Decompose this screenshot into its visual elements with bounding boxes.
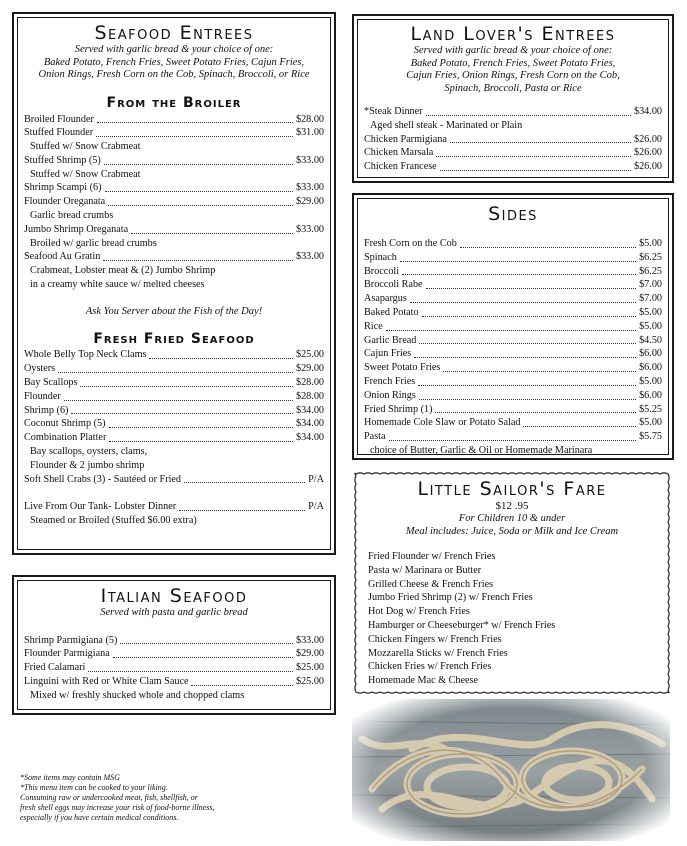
land-lovers-section xyxy=(352,14,674,183)
item-note: Steamed or Broiled (Stuffed $6.00 extra) xyxy=(30,515,197,527)
land-intro-line-2: Baked Potato, French Fries, Sweet Potato Fries, xyxy=(410,57,616,69)
menu-item: Stuffed Shrimp (5) $33.00 xyxy=(24,154,324,166)
rope-photo xyxy=(352,699,670,841)
menu-item: Coconut Shrimp (5) $34.00 xyxy=(24,418,324,430)
sides-section xyxy=(352,193,674,460)
list-item: Hamburger or Cheeseburger* w/ French Fries xyxy=(368,619,556,631)
footnotes xyxy=(20,773,215,823)
seafood-intro-line-3: Onion Rings, Fresh Corn on the Cob, Spinach, Broccoli, or Rice xyxy=(38,69,310,80)
menu-item: Baked Potato $5.00 xyxy=(364,306,662,318)
item-note: Aged shell steak - Marinated or Plain xyxy=(370,119,523,131)
sides-title: Sides xyxy=(488,203,538,225)
menu-item: Chicken Marsala $26.00 xyxy=(364,147,662,159)
item-note: Stuffed w/ Snow Crabmeat xyxy=(30,168,141,180)
menu-item: Flounder $28.00 xyxy=(24,390,324,402)
land-intro-line-1: Served with garlic bread & your choice of one: xyxy=(413,45,613,56)
menu-item: Oysters $29.00 xyxy=(24,363,324,375)
seafood-intro-line-2: Baked Potato, French Fries, Sweet Potato Fries, Cajun Fries, xyxy=(43,56,305,68)
item-note: choice of Butter, Garlic & Oil or Homemade Marinara xyxy=(370,444,593,456)
land-lovers-title: Land Lover's Entrees xyxy=(410,23,616,45)
menu-item: Shrimp (6) $34.00 xyxy=(24,404,324,416)
menu-item: Stuffed Flounder $31.00 xyxy=(24,127,324,139)
item-note: Flounder & 2 jumbo shrimp xyxy=(30,459,145,471)
list-item: Hot Dog w/ French Fries xyxy=(368,606,470,618)
menu-item: Shrimp Scampi (6) $33.00 xyxy=(24,182,324,194)
menu-item: Rice $5.00 xyxy=(364,320,662,332)
list-item: Pasta w/ Marinara or Butter xyxy=(368,564,482,576)
item-note: Garlic bread crumbs xyxy=(30,210,114,222)
footnote-line: especially if you have certain medical conditions. xyxy=(20,813,179,822)
italian-intro: Served with pasta and garlic bread xyxy=(100,607,248,618)
menu-item: Cajun Fries $6.00 xyxy=(364,348,662,360)
menu-item: Broccoli Rabe $7.00 xyxy=(364,279,662,291)
menu-item: Seafood Au Gratin $33.00 xyxy=(24,251,324,263)
land-intro-line-3: Cajun Fries, Onion Rings, Fresh Corn on the Cob, xyxy=(406,70,620,81)
menu-item: Broccoli $6.25 xyxy=(364,265,662,277)
menu-item: Chicken Francese $26.00 xyxy=(364,161,662,173)
item-note: Mixed w/ freshly shucked whole and chopped clams xyxy=(30,689,245,701)
menu-item: Whole Belly Top Neck Clams $25.00 xyxy=(24,349,324,361)
italian-seafood-section xyxy=(12,575,336,715)
menu-item: *Steak Dinner $34.00 xyxy=(364,106,662,117)
item-note: Broiled w/ garlic bread crumbs xyxy=(30,237,157,249)
sailor-price: $12 .95 xyxy=(495,500,529,512)
land-intro-line-4: Spinach, Broccoli, Pasta or Rice xyxy=(444,82,582,94)
menu-item: Fresh Corn on the Cob $5.00 xyxy=(364,238,662,249)
menu-item: Combination Platter $34.00 xyxy=(24,432,324,444)
item-note: Stuffed w/ Snow Crabmeat xyxy=(30,141,141,153)
menu-item: Linguini with Red or White Clam Sauce $25.00 xyxy=(24,675,324,687)
fish-of-day-note: Ask You Server about the Fish of the Day! xyxy=(85,305,263,317)
menu-item: Onion Rings $6.00 xyxy=(364,389,662,401)
menu-item: Spinach $6.25 xyxy=(364,251,662,263)
footnote-line: *This menu item can be cooked to your liking. xyxy=(20,783,168,792)
item-note: in a creamy white sauce w/ melted cheeses xyxy=(30,279,205,291)
menu-item: Homemade Cole Slaw or Potato Salad $5.00 xyxy=(364,417,662,429)
footnote-line: fresh shell eggs may increase your risk of food-borne illness, xyxy=(20,803,215,812)
menu-item: Flounder Parmigiana $29.00 xyxy=(24,648,324,660)
menu-item: Live From Our Tank- Lobster Dinner P/A xyxy=(24,501,324,513)
menu-item: Pasta $5.75 xyxy=(364,431,662,443)
menu-item: Jumbo Shrimp Oreganata $33.00 xyxy=(24,223,324,235)
seafood-entrees-section xyxy=(12,12,336,555)
item-note: Crabmeat, Lobster meat & (2) Jumbo Shrimp xyxy=(30,265,216,277)
italian-seafood-title: Italian Seafood xyxy=(100,585,248,607)
menu-item: Sweet Potato Fries $6.00 xyxy=(364,362,662,374)
list-item: Chicken Fingers w/ French Fries xyxy=(368,633,502,645)
seafood-intro-line-1: Served with garlic bread & your choice of one: xyxy=(74,44,274,55)
broiler-title: From the Broiler xyxy=(106,94,242,111)
list-item: Homemade Mac & Cheese xyxy=(368,675,479,687)
menu-item: Fried Shrimp (1) $5.25 xyxy=(364,403,662,415)
menu-item: Broiled Flounder $28.00 xyxy=(24,113,324,125)
footnote-line: *Some items may contain MSG xyxy=(20,773,120,782)
sailor-intro-line-1: For Children 10 & under xyxy=(458,513,566,524)
list-item: Chicken Fries w/ French Fries xyxy=(368,661,492,673)
menu-item: Chicken Parmigiana $26.00 xyxy=(364,133,662,145)
menu-item: Soft Shell Crabs (3) - Sautéed or Fried P/A xyxy=(24,473,324,485)
menu-item: Bay Scallops $28.00 xyxy=(24,376,324,388)
list-item: Mozzarella Sticks w/ French Fries xyxy=(368,647,508,659)
menu-item: Shrimp Parmigiana (5) $33.00 xyxy=(24,634,324,646)
fried-title: Fresh Fried Seafood xyxy=(93,331,255,348)
list-item: Fried Flounder w/ French Fries xyxy=(368,551,496,562)
menu-item: Asapargus $7.00 xyxy=(364,293,662,305)
little-sailors-title: Little Sailor's Fare xyxy=(417,478,607,500)
menu-item: Flounder Oreganata $29.00 xyxy=(24,196,324,208)
menu-item: Fried Calamari $25.00 xyxy=(24,662,324,674)
sailor-intro-line-2: Meal includes: Juice, Soda or Milk and Ice Cream xyxy=(405,525,619,537)
seafood-entrees-title: Seafood Entrees xyxy=(94,22,254,44)
list-item: Grilled Cheese & French Fries xyxy=(368,578,494,590)
menu-item: French Fries $5.00 xyxy=(364,375,662,387)
item-note: Bay scallops, oysters, clams, xyxy=(30,445,148,457)
list-item: Jumbo Fried Shrimp (2) w/ French Fries xyxy=(368,592,533,604)
menu-item: Garlic Bread $4.50 xyxy=(364,334,662,346)
little-sailors-section xyxy=(364,478,660,688)
footnote-line: Consuming raw or undercooked meat, fish, shellfish, or xyxy=(20,793,198,802)
